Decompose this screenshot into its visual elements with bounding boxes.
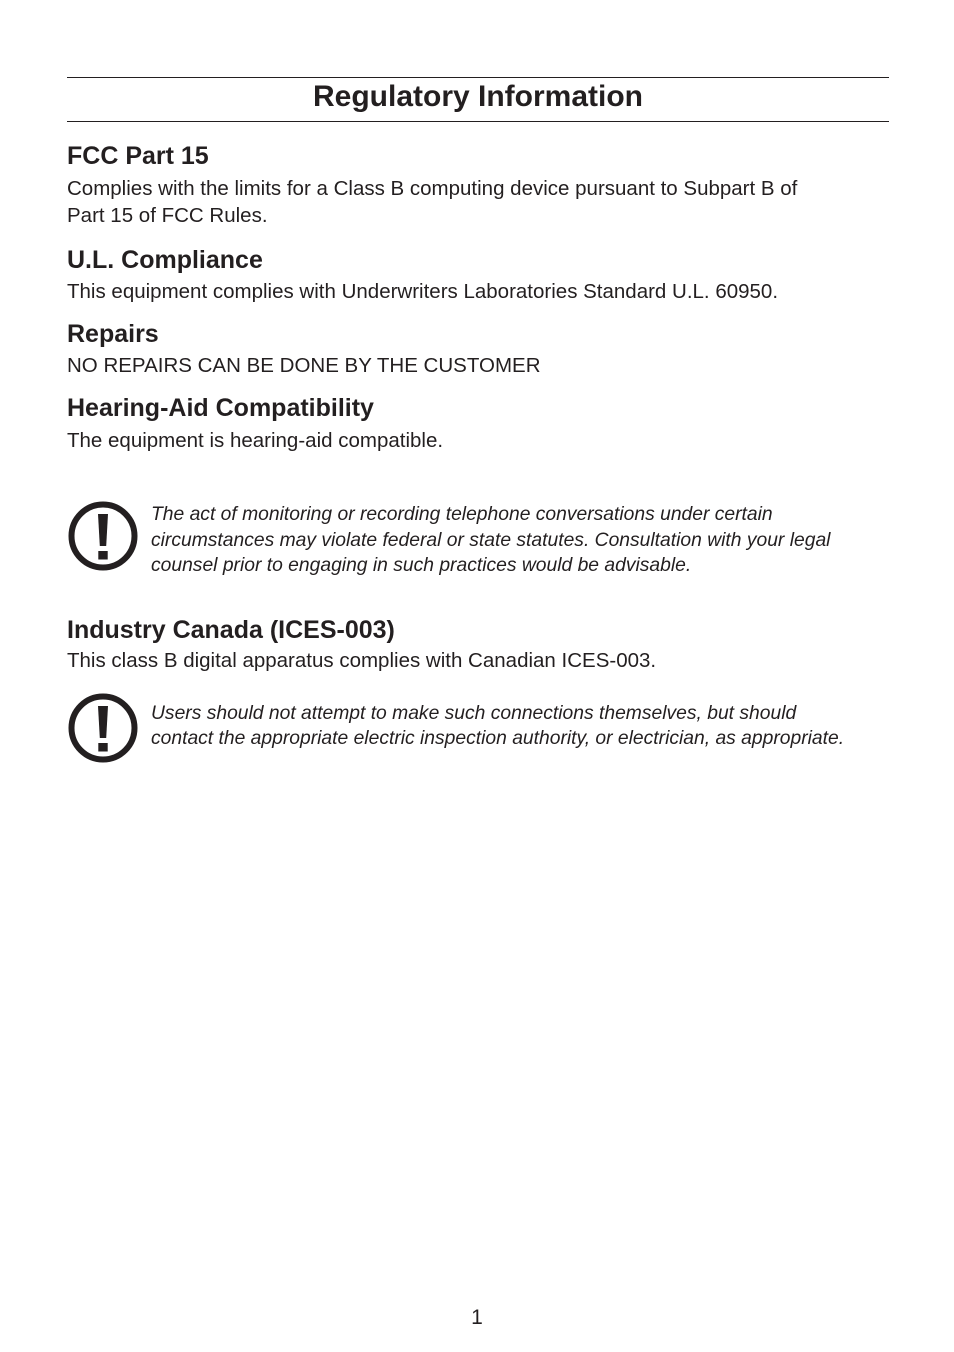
section-text-fcc [67, 175, 889, 229]
title-block [67, 77, 889, 122]
section-heading-repairs: Repairs [67, 320, 159, 348]
section-ul-compliance [67, 245, 889, 305]
notice-connections-line-1: Users should not attempt to make such connections themselves, but should [151, 702, 797, 724]
notice-connections-line-2: contact the appropriate electric inspection authority, or electrician, as appropriate. [151, 728, 845, 749]
document-page [67, 77, 889, 764]
notice-connections-text [151, 701, 844, 752]
section-heading-hearing: Hearing-Aid Compatibility [67, 394, 374, 422]
section-industry-canada [67, 615, 889, 674]
page-title: Regulatory Information [312, 79, 643, 113]
fcc-text-line-2: Part 15 of FCC Rules. [67, 204, 268, 227]
section-text-ul: This equipment complies with Underwriters Laboratories Standard U.L. 60950. [67, 280, 779, 303]
fcc-text-line-1: Complies with the limits for a Class B computing device pursuant to Subpart B of [67, 177, 798, 200]
notice-recording-line-2: circumstances may violate federal or state statutes. Consultation with your legal [151, 529, 831, 551]
notice-recording-line-3: counsel prior to engaging in such practices would be advisable. [151, 555, 692, 576]
notice-recording [67, 500, 889, 579]
section-repairs [67, 319, 889, 379]
exclamation-circle-icon [67, 500, 139, 572]
notice-recording-text [151, 502, 830, 579]
exclamation-circle-icon [67, 692, 139, 764]
page-number: 1 [471, 1306, 483, 1329]
section-text-hearing: The equipment is hearing-aid compatible. [67, 429, 444, 452]
section-heading-ul: U.L. Compliance [67, 246, 263, 274]
section-text-canada: This class B digital apparatus complies with Canadian ICES-003. [67, 648, 657, 672]
notice-recording-line-1: The act of monitoring or recording telephone conversations under certain [151, 504, 773, 525]
section-hearing-aid [67, 393, 889, 454]
section-heading-canada: Industry Canada (ICES-003) [67, 615, 395, 644]
notice-connections [67, 692, 889, 764]
section-fcc-part-15 [67, 141, 889, 229]
section-text-repairs: NO REPAIRS CAN BE DONE BY THE CUSTOMER [67, 354, 541, 377]
section-heading-fcc: FCC Part 15 [67, 142, 209, 170]
